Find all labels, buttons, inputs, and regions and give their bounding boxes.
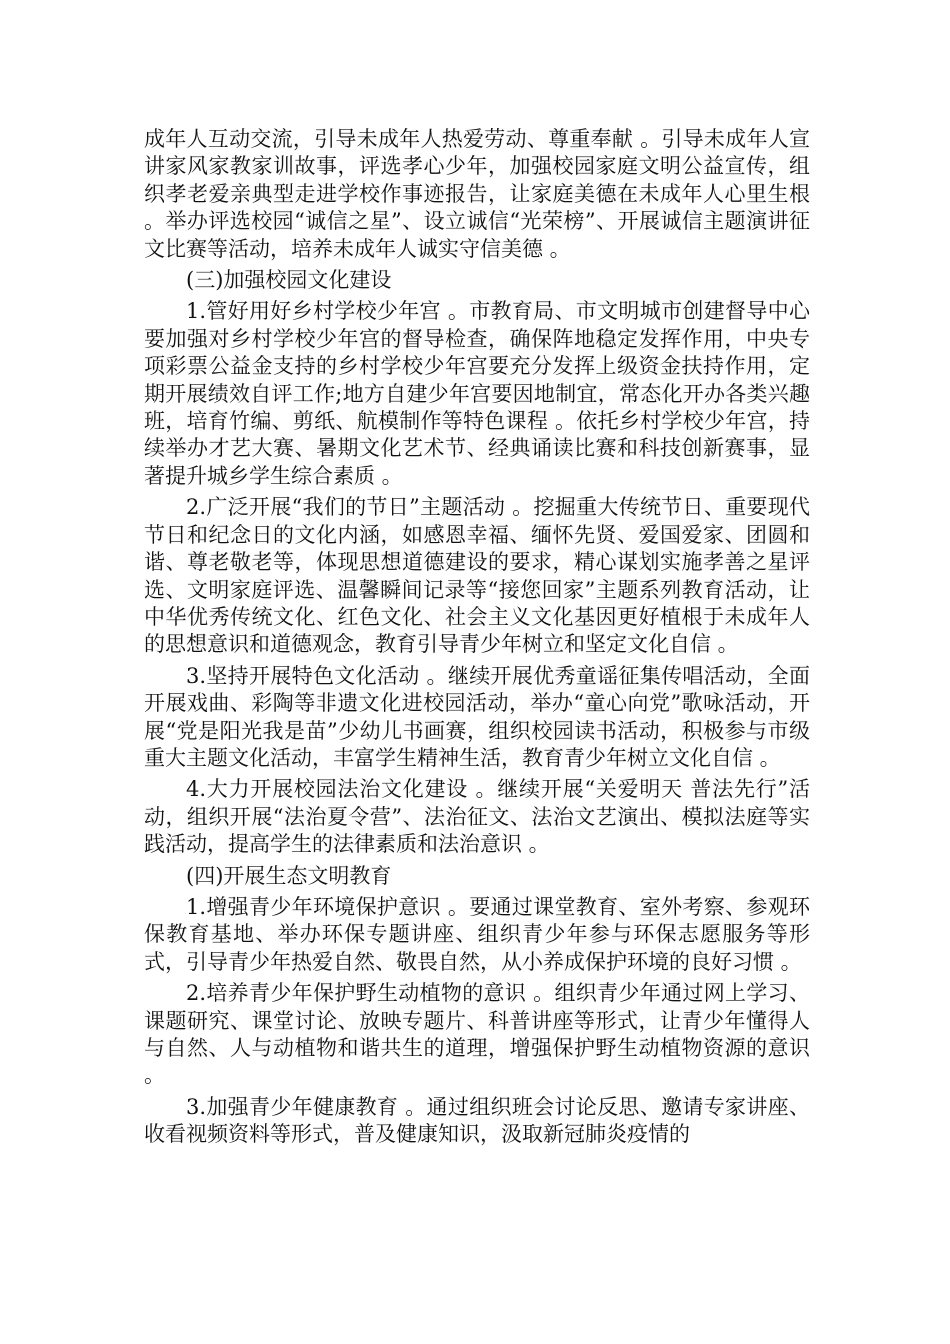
paragraph: 3.加强青少年健康教育 。通过组织班会讨论反思、邀请专家讲座、收看视频资料等形式，普及健康知识，汲取新冠肺炎疫情的 <box>144 1094 810 1147</box>
paragraph: 3.坚持开展特色文化活动 。继续开展优秀童谣征集传唱活动，全面开展戏曲、彩陶等非遗文化进校园活动，举办“童心向党”歌咏活动，开展“党是阳光我是苗”少幼儿书画赛，组织校园读书活动，积极参与市级重大主题文化活动，丰富学生精神生活，教育青少年树立文化自信 。 <box>144 663 810 770</box>
document-page <box>144 126 810 1153</box>
section-heading-3: (三)加强校园文化建设 <box>186 268 392 293</box>
section-heading-4: (四)开展生态文明教育 <box>186 863 392 888</box>
paragraph: 2.培养青少年保护野生动植物的意识 。组织青少年通过网上学习、课题研究、课堂讨论、放映专题片、科普讲座等形式，让青少年懂得人与自然、人与动植物和谐共生的道理，增强保护野生动植物资源的意识 。 <box>144 981 810 1088</box>
paragraph: 1.管好用好乡村学校少年宫 。市教育局、市文明城市创建督导中心要加强对乡村学校少年宫的督导检查，确保阵地稳定发挥作用，中央专项彩票公益金支持的乡村学校少年宫要充分发挥上级资金扶持作用，定期开展绩效自评工作;地方自建少年宫要因地制宜，常态化开办各类兴趣班，培育竹编、剪纸、航模制作等特色课程 。依托乡村学校少年宫，持续举办才艺大赛、暑期文化艺术节、经典诵读比赛和科技创新赛事，显著提升城乡学生综合素质 。 <box>144 299 810 488</box>
paragraph: 4.大力开展校园法治文化建设 。继续开展“关爱明天 普法先行”活动，组织开展“法治夏令营”、法治征文、法治文艺演出、模拟法庭等实践活动，提高学生的法律素质和法治意识 。 <box>144 777 810 857</box>
paragraph: 2.广泛开展“我们的节日”主题活动 。挖掘重大传统节日、重要现代节日和纪念日的文化内涵，如感恩幸福、缅怀先贤、爱国爱家、团圆和谐、尊老敬老等，体现思想道德建设的要求，精心谋划实施孝善之星评选、文明家庭评选、温馨瞬间记录等“接您回家”主题系列教育活动，让中华优秀传统文化、红色文化、社会主义文化基因更好植根于未成年人的思想意识和道德观念，教育引导青少年树立和坚定文化自信 。 <box>144 495 810 657</box>
paragraph-continuation: 成年人互动交流，引导未成年人热爱劳动、尊重奉献 。引导未成年人宣讲家风家教家训故事，评选孝心少年，加强校园家庭文明公益宣传，组织孝老爱亲典型走进学校作事迹报告，让家庭美德在未成年人心里生根 。举办评选校园“诚信之星”、设立诚信“光荣榜”、开展诚信主题演讲征文比赛等活动，培养未成年人诚实守信美德 。 <box>144 127 810 261</box>
paragraph: 1.增强青少年环境保护意识 。要通过课堂教育、室外考察、参观环保教育基地、举办环保专题讲座、组织青少年参与环保志愿服务等形式，引导青少年热爱自然、敬畏自然，从小养成保护环境的良好习惯 。 <box>144 894 810 974</box>
